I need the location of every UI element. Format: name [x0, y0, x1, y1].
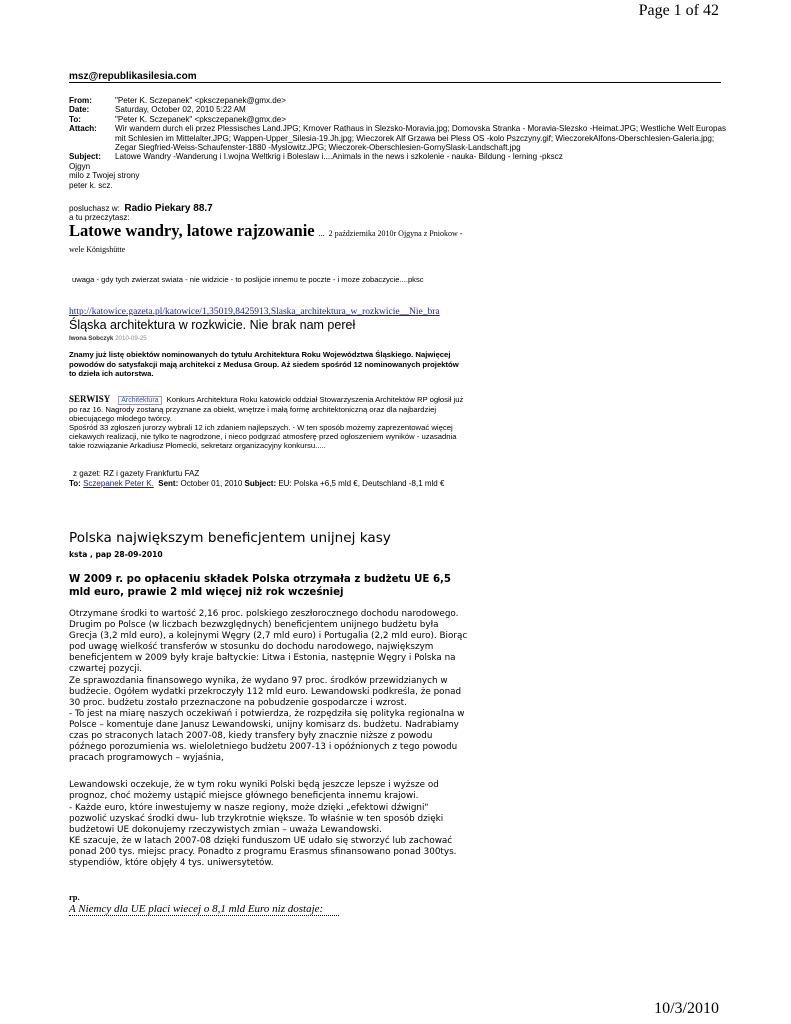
from-row — [69, 96, 729, 105]
article-lead: W 2009 r. po opłaceniu składek Polska otrzymała z budżetu UE 6,5 mld euro, prawie 2 mld więcej niż rok wcześniej — [69, 574, 451, 598]
article-body — [69, 609, 469, 869]
greeting-line: milo z Twojej strony — [69, 171, 140, 181]
architektura-tag[interactable]: Architektura — [118, 396, 161, 405]
date-value: Saturday, October 02, 2010 5:22 AM — [115, 105, 246, 115]
to-label: To: — [69, 479, 81, 488]
article-link[interactable]: http://katowice.gazeta.pl/katowice/1,35019,8425913,Slaska_architektura_w_rozkwicie__Nie_bra — [69, 307, 440, 317]
article-paragraph: - To jest na miarę naszych oczekiwań i potwierdza, że rozpędziła się polityka regionalna w Polsce – komentuje dane Janusz Lewandowski, unijny komisarz ds. budżetu. Nadrabiamy czas po straconych latach 2007-08, kiedy transfery były znacznie niższe z powodu późnego porozumienia ws. wieloletniego budżetu 2007-13 i opóźnionych z tego powodu pracach programowych – wyjaśnia, — [69, 708, 465, 764]
subject-value: EU: Polska +6,5 mld €, Deutschland -8,1 mld € — [278, 479, 445, 488]
to-label: To: — [69, 114, 81, 124]
date-label: Date: — [69, 105, 90, 115]
uwaga-note: uwaga - gdy tych zwierzat swiata - nie widzicie - to poslijcie innemu te poczte - i moze zobaczycie....pksc — [72, 275, 424, 284]
greeting — [69, 162, 139, 190]
footer-date: 10/3/2010 — [654, 1000, 719, 1017]
serwisy-text-2: Spośród 33 zgłoszeń jurorzy wybrali 12 ich zdaniem najlepszych. - W ten sposób możemy zaprezentować więcej ciekawych realizacji, nie tylko te nagrodzone, i nieco podgrzać atmosferę przed ogłoszeniem wyników - uzasadnia takie rozwiązanie Arkadiusz Płomecki, sekretarz organizacyjny konkursu..... — [69, 422, 457, 450]
author-date: 2010-09-25 — [115, 335, 147, 342]
radio-prefix: posluchasz w: — [69, 204, 120, 213]
email-header — [69, 96, 729, 162]
radio-station: Radio Piekary 88.7 — [124, 203, 213, 214]
article-title: Polska największym beneficjentem unijnej kasy — [69, 530, 391, 546]
sent-value: October 01, 2010 — [180, 479, 243, 488]
attach-row — [69, 124, 729, 152]
author-name: Iwona Sobczyk — [69, 335, 114, 342]
intro-paragraph: Znamy już listę obiektów nominowanych do tytułu Architektura Roku Województwa Śląskiego. Najwięcej powodów do satysfakcji mają architekci z Medusa Group. Aż siedem spośród 12 nominowanych projektów to dzieła ich autorstwa. — [69, 350, 459, 378]
headline-title: Latowe wandry, latowe rajzowanie — [69, 221, 315, 240]
serwisy-text-1: Konkurs Architektura Roku katowicki oddział Stowarzyszenia Architektów RP ogłosił już po raz 16. Nagrody zostaną przyznane za obiekt, wnętrze i małą formę architektoniczną oraz dla najbardziej obiecującego młodego twórcy. — [69, 395, 464, 423]
account-email: msz@republikasilesia.com — [69, 71, 197, 82]
attach-label: Attach: — [69, 124, 97, 134]
dashed-divider — [69, 915, 339, 916]
sent-label: Sent: — [158, 479, 179, 488]
niemcy-line: A Niemcy dla UE placi wiecej o 8,1 mld Euro niz dostaje: — [69, 903, 324, 915]
slaska-title: Śląska architektura w rozkwicie. Nie brak nam pereł — [69, 318, 356, 332]
serwisy-block — [69, 395, 469, 450]
headline-ellipsis: ... — [318, 229, 325, 238]
gazet-line: z gazet: RZ i gazety Frankfurtu FAZ — [73, 469, 200, 478]
serwisy-label: SERWISY — [69, 394, 111, 404]
to-name-link[interactable]: Sczepanek Peter K. — [83, 479, 154, 488]
headline-meta: 2 października 2010r Ojgyna z Pniokow - wele Königshütte — [69, 229, 463, 254]
author-line — [69, 335, 147, 342]
greeting-line: Ojgyn — [69, 162, 91, 171]
article-paragraph: - Każde euro, które inwestujemy w nasze regiony, może dzięki „efektowi dźwigni" pozwolić uzyskać środki dwu- lub trzykrotnie większe. To właśnie w ten sposób dzięki budżetowi UE dokonujemy rzeczywistych zmian – uważa Lewandowski. — [69, 802, 444, 835]
page-number: Page 1 of 42 — [638, 2, 719, 19]
from-label: From: — [69, 96, 92, 105]
date-row — [69, 105, 729, 114]
header-divider — [69, 82, 721, 83]
to-row — [69, 115, 729, 124]
subject-row — [69, 152, 729, 161]
latowe-headline — [69, 221, 469, 257]
article-paragraph: Lewandowski oczekuje, że w tym roku wyniki Polski będą jeszcze lepsze i wyższe od prognoz, choć możemy ustąpić miejsce głównego beneficjenta innemu krajowi. — [69, 780, 439, 802]
subject-value: Latowe Wandry -Wanderung i I.wojna Weltkrig i Boleslaw i....Animals in the news i szkolenie - nauka- Bildung - lerning -pkscz — [115, 152, 563, 162]
subject-label: Subject: — [244, 479, 277, 488]
attach-value: Wir wandern durch eli przez Plessisches Land.JPG; Krnover Rathaus in Slezsko-Moravia.jpg; Domovska Stranka - Moravia-Slezsko -Heimat.JPG; Westliche Welt Europas mit Schlesien im Mittelalter.JPG; Wappen-Upper_Silesia-19.Jh.jpg; Wieczorek Alf Grzawa bei Pless OS -kolo Pszczyny.gif; WieczorekAlfons-Oberschlesien-Galeria.jpg; Zegar Siegfried-Weiss-Schaufenster-1880 -Myslowitz.JPG; Wieczorek-Oberschlesien-GornySlask-Landschaft.jpg — [115, 124, 727, 153]
przeczytasz-line: a tu przeczytasz: — [69, 213, 130, 222]
to-value: "Peter K. Sczepanek" <pksczepanek@gmx.de> — [115, 114, 286, 124]
forward-header — [69, 479, 469, 489]
rp-signature: rp. — [69, 892, 80, 902]
from-value: "Peter K. Sczepanek" <pksczepanek@gmx.de> — [115, 96, 286, 105]
article-paragraph: Otrzymane środki to wartość 2,16 proc. polskiego zeszłorocznego dochodu narodowego. Drugim po Polsce (w liczbach bezwzględnych) beneficjentem unijnego budżetu była Grecja (3,2 mld euro), a kolejnymi Węgry (2,7 mld euro) i Portugalia (2,2 mld euro). Biorąc pod uwagę wielkość transferów w stosunku do dochodu narodowego, największym beneficjentem w 2009 były kraje bałtyckie: Litwa i Estonia, następnie Węgry i Polska na czwartej pozycji. — [69, 609, 468, 675]
subject-label: Subject: — [69, 152, 101, 162]
greeting-line: peter k. scz. — [69, 180, 113, 190]
article-paragraph: Ze sprawozdania finansowego wynika, że wydano 97 proc. środków przewidzianych w budżecie. Ogółem wydatki przekroczyły 112 mld euro. Lewandowski podkreśla, że ponad 30 proc. budżetu zostało przeznaczone na pobudzenie gospodarcze i wzrost. — [69, 675, 462, 708]
article-paragraph: KE szacuje, że w latach 2007-08 dzięki funduszom UE udało się stworzyć lub zachować ponad 200 tys. miejsc pracy. Ponadto z programu Erasmus sfinansowano ponad 300tys. stypendiów, które objęły 4 tys. uniwersytetów. — [69, 835, 457, 868]
article-byline: ksta , pap 28-09-2010 — [69, 550, 163, 559]
